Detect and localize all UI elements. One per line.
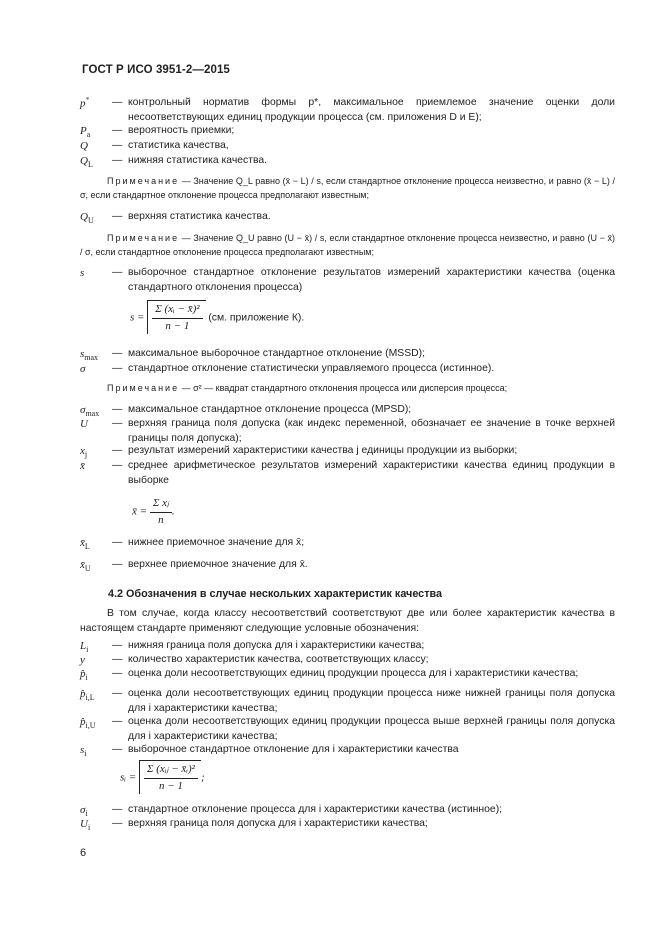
fraction: $\frac{\text{Σ (xᵢ − x̄)²}}{n - 1}$ [152,302,202,334]
definition-text: нижнее приемочное значение для x̄; [128,537,305,548]
sqrt-sign [139,760,201,794]
definition-text: верхняя граница поля допуска (как индекс переменной, обозначает ее значение в точке верхней границы поля допуска); [128,418,615,444]
symbol: $x̄_L$ [80,537,90,552]
symbol: Q [80,140,88,152]
definition-text: статистика качества, [128,140,229,151]
note-3 [80,382,615,396]
definition-text: оценка доли несоответствующих единиц продукции процесса выше верхней границы поля допуска для i характеристики качества; [128,716,615,742]
symbol: $p̂_{i,L}$ [80,688,95,703]
symbol: y [80,654,85,666]
symbol: $U_i$ [80,818,91,833]
symbol: $s_{max}$ [80,348,99,363]
definition-text: нижняя граница поля допуска для i характеристики качества; [128,640,425,651]
symbol: $Q_U$ [80,211,94,226]
definition-text: контрольный норматив формы p*, максимальное приемлемое значение оценки доли несоответствующих единиц продукции процесса (см. приложения D и E); [128,97,615,123]
definition-text: оценка доли несоответствующих единиц продукции процесса ниже нижней границы поля допуска для i характеристики качества; [128,688,615,714]
symbol: $L_i$ [80,640,89,655]
note-label: Примечание [107,383,180,393]
definition-text: вероятность приемки; [128,125,235,136]
symbol: p* [80,96,89,110]
symbol: x̄ [80,460,85,472]
symbol: $\sigma_{max}$ [80,404,100,419]
note-text: — Значение Q_L равно (x̄ − L) / s, если стандартное отклонение процесса неизвестно, и равно (x̄ − L) / σ, если стандартное отклонение процесса предполагают известным; [80,176,615,200]
formula-si: sᵢ = $\frac{\text{Σ (xᵢⱼ − x̄ᵢ)²}}{n - 1}$ ; [120,760,205,794]
definition-text: максимальное выборочное стандартное отклонение (MSSD); [128,348,425,359]
definition-text: стандартное отклонение процесса для i характеристики качества (истинное); [128,804,503,815]
definition-text: верхняя граница поля допуска для i характеристики качества; [128,818,428,829]
symbol: $x_j$ [80,445,88,460]
note-label: Примечание [107,233,180,243]
sqrt-sign [147,300,205,334]
section-heading: 4.2 Обозначения в случае нескольких характеристик качества [108,588,442,600]
definition-text: оценка доли несоответствующих единиц продукции процесса для i характеристики качества; [128,668,579,679]
definition-text: верхняя статистика качества. [128,211,271,222]
symbol: $p̂_{i,U}$ [80,716,96,731]
definition-text: количество характеристик качества, соответствующих классу; [128,654,429,665]
note-1 [80,175,615,202]
note-2 [80,232,615,259]
definition-text: стандартное отклонение статистически управляемого процесса (истинное). [128,363,495,374]
symbol: U [80,418,88,430]
note-label: Примечание [107,176,180,186]
definition-text: нижняя статистика качества. [128,155,268,166]
symbol: $Q_L$ [80,155,93,170]
note-text: — σ² — квадрат стандартного отклонения процесса или дисперсия процесса; [181,383,508,393]
definition-text: верхнее приемочное значение для x̄. [128,559,308,570]
symbol: $P_a$ [80,125,91,140]
symbol: s [80,267,85,279]
definition-text: максимальное стандартное отклонение процесса (MPSD); [128,404,412,415]
formula-xbar: x̄ = $\frac{\text{Σ xⱼ}}{n}$ . [132,496,175,528]
fraction: $\frac{\text{Σ xⱼ}}{n}$ [150,496,172,528]
intro-paragraph: В том случае, когда классу несоответствий соответствуют две или более характеристик качества в настоящем стандарте применяют следующие условные обозначения: [80,608,615,634]
document-header: ГОСТ Р ИСО 3951-2—2015 [82,64,230,76]
formula-s: s = $\frac{\text{Σ (xᵢ − x̄)²}}{n - 1}$ (см. приложение К). [130,300,304,334]
definition-text: среднее арифметическое результатов измерений характеристики качества единиц продукции в выборке [128,460,615,486]
page-number: 6 [80,847,87,859]
symbol: σ [80,363,86,375]
definition-text: выборочное стандартное отклонение для i характеристики качества [128,744,459,755]
symbol: $x̄_U$ [80,559,91,574]
fraction: $\frac{\text{Σ (xᵢⱼ − x̄ᵢ)²}}{n - 1}$ [144,762,198,794]
note-text: — Значение Q_U равно (U − x̄) / s, если стандартное отклонение процесса неизвестно, и равно (U − x̄) / σ, если стандартное отклонение процесса предполагают известным; [80,233,615,257]
symbol: $p̂_i$ [80,668,88,683]
symbol: $s_i$ [80,744,87,759]
definition-text: результат измерений характеристики качества j единицы продукции из выборки; [128,445,518,456]
definition-text: выборочное стандартное отклонение результатов измерений характеристики качества (оценка стандартного отклонения процесса) [128,267,615,293]
symbol: $\sigma_i$ [80,804,88,819]
